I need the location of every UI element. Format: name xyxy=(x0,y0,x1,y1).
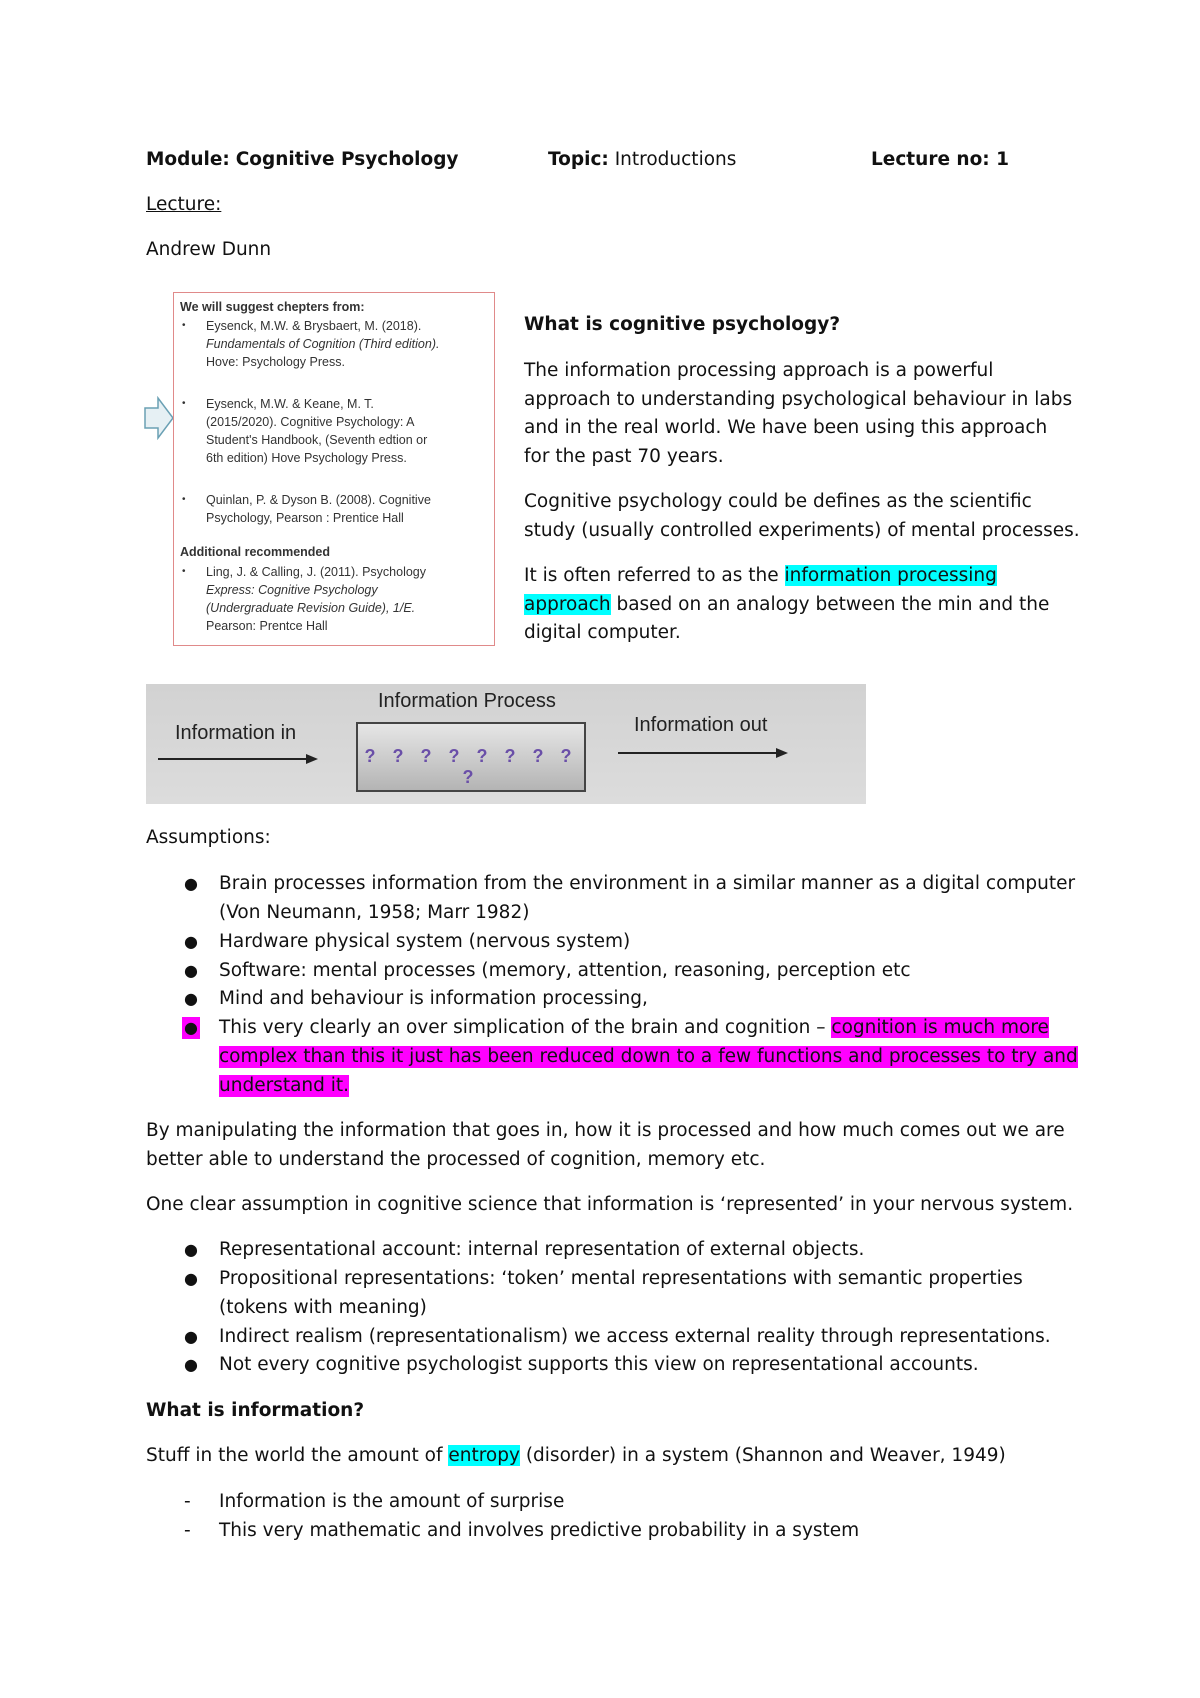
bullet-dot: ● xyxy=(184,874,198,893)
process-box xyxy=(356,722,586,792)
topic-label: Topic: xyxy=(548,149,609,170)
bullet-dot: ● xyxy=(184,989,198,1008)
reading-list-image xyxy=(173,292,495,646)
module-label: Module: xyxy=(146,149,230,170)
reading-bullet: • xyxy=(182,320,186,331)
highlighted-term: entropy xyxy=(448,1445,520,1466)
highlighted-text: cognition is much more xyxy=(831,1017,1049,1038)
assumption-item: (Von Neumann, 1958; Marr 1982) xyxy=(219,902,530,923)
reading-entry-line: Express: Cognitive Psychology xyxy=(206,583,378,597)
representation-item: Not every cognitive psychologist supports this view on representational accounts. xyxy=(219,1354,979,1375)
information-text: (disorder) in a system (Shannon and Weaver, 1949) xyxy=(519,1445,1006,1466)
module-value: Cognitive Psychology xyxy=(235,149,459,170)
representation-item: Representational account: internal representation of external objects. xyxy=(219,1239,865,1260)
highlighted-term: information processing xyxy=(784,565,997,586)
topic-header xyxy=(548,149,736,171)
diagram-input-label: Information in xyxy=(175,722,297,744)
information-process-diagram xyxy=(146,684,866,804)
module-header xyxy=(146,149,459,171)
input-arrow-icon xyxy=(158,752,318,766)
reading-bullet: • xyxy=(182,494,186,505)
output-arrow-icon xyxy=(618,746,788,760)
reading-entry-line: Pearson: Prentce Hall xyxy=(206,619,328,633)
dash-marker: - xyxy=(184,1491,191,1512)
intro-para-line xyxy=(524,594,1049,616)
reading-entry-line: (2015/2020). Cognitive Psychology: A xyxy=(206,415,415,429)
reading-entry-line: Student's Handbook, (Seventh edtion or xyxy=(206,433,428,447)
assumption-item: Brain processes information from the environment in a similar manner as a digital computer xyxy=(219,873,1076,894)
information-item: Information is the amount of surprise xyxy=(219,1491,565,1512)
body-paragraph-line: better able to understand the processed of cognition, memory etc. xyxy=(146,1149,766,1170)
intro-para-line: Cognitive psychology could be defines as the scientific xyxy=(524,491,1032,512)
intro-para-line xyxy=(524,565,997,587)
highlighted-term: approach xyxy=(524,594,611,615)
reading-bullet: • xyxy=(182,566,186,577)
intro-text: It is often referred to as the xyxy=(524,565,785,586)
lecture-number: Lecture no: 1 xyxy=(871,149,1010,170)
reading-entry-line: Eysenck, M.W. & Brysbaert, M. (2018). xyxy=(206,319,422,333)
bullet-dot: ● xyxy=(184,1240,198,1259)
intro-text: based on an analogy between the min and the xyxy=(610,594,1050,615)
reading-entry-line: Hove: Psychology Press. xyxy=(206,355,345,369)
bullet-dot: ● xyxy=(184,1327,198,1346)
bullet-dot: ● xyxy=(184,1355,198,1374)
bullet-dot: ● xyxy=(184,1018,198,1037)
lecturer-name: Andrew Dunn xyxy=(146,239,272,260)
body-paragraph-line: By manipulating the information that goes in, how it is processed and how much comes out we are xyxy=(146,1120,1065,1141)
assumption-item: Mind and behaviour is information processing, xyxy=(219,988,648,1009)
highlighted-text: complex than this it just has been reduced down to a few functions and processes to try and xyxy=(219,1046,1078,1067)
bullet-dot: ● xyxy=(184,961,198,980)
highlighted-text: understand it. xyxy=(219,1075,350,1096)
intro-para-line: and in the real world. We have been using this approach xyxy=(524,417,1048,438)
representation-item: Indirect realism (representationalism) we access external reality through representations. xyxy=(219,1326,1051,1347)
lecture-label: Lecture: xyxy=(146,194,222,215)
reading-bullet: • xyxy=(182,398,186,409)
body-paragraph-line: One clear assumption in cognitive science that information is ‘represented’ in your nervous system. xyxy=(146,1194,1074,1215)
reading-list-heading: We will suggest chepters from: xyxy=(180,300,365,314)
assumption-item: Software: mental processes (memory, attention, reasoning, perception etc xyxy=(219,960,911,981)
assumptions-heading: Assumptions: xyxy=(146,827,271,848)
reading-entry-line: Fundamentals of Cognition (Third edition). xyxy=(206,337,440,351)
intro-para-line: The information processing approach is a powerful xyxy=(524,360,994,381)
body-paragraph-line xyxy=(146,1445,1006,1467)
pointer-arrow-icon xyxy=(144,396,174,440)
dash-marker: - xyxy=(184,1520,191,1541)
intro-para-line: approach to understanding psychological behaviour in labs xyxy=(524,389,1073,410)
bullet-dot: ● xyxy=(184,1269,198,1288)
assumption-text: This very clearly an over simplication of the brain and cognition – xyxy=(219,1017,832,1038)
bullet-dot: ● xyxy=(184,932,198,951)
intro-para-line: study (usually controlled experiments) of mental processes. xyxy=(524,520,1080,541)
process-box-text: ? ? ? ? ? ? ? ? ? xyxy=(364,746,578,787)
information-text: Stuff in the world the amount of xyxy=(146,1445,449,1466)
reading-entry-line: 6th edition) Hove Psychology Press. xyxy=(206,451,407,465)
representation-item: (tokens with meaning) xyxy=(219,1297,427,1318)
reading-entry-line: Psychology, Pearson : Prentice Hall xyxy=(206,511,404,525)
diagram-output-label: Information out xyxy=(634,714,768,736)
intro-para-line: for the past 70 years. xyxy=(524,446,724,467)
representation-item: Propositional representations: ‘token’ mental representations with semantic properties xyxy=(219,1268,1023,1289)
intro-para-line: digital computer. xyxy=(524,622,681,643)
topic-value: Introductions xyxy=(614,149,737,170)
reading-entry-line: Eysenck, M.W. & Keane, M. T. xyxy=(206,397,374,411)
reading-entry-line: Ling, J. & Calling, J. (2011). Psychology xyxy=(206,565,427,579)
information-item: This very mathematic and involves predictive probability in a system xyxy=(219,1520,860,1541)
intro-heading: What is cognitive psychology? xyxy=(524,314,841,335)
additional-heading: Additional recommended xyxy=(180,545,331,559)
reading-entry-line: Quinlan, P. & Dyson B. (2008). Cognitive xyxy=(206,493,431,507)
assumption-item xyxy=(219,1017,1049,1039)
information-heading: What is information? xyxy=(146,1400,365,1421)
diagram-title: Information Process xyxy=(378,690,556,712)
reading-entry-line: (Undergraduate Revision Guide), 1/E. xyxy=(206,601,416,615)
assumption-item: Hardware physical system (nervous system) xyxy=(219,931,631,952)
